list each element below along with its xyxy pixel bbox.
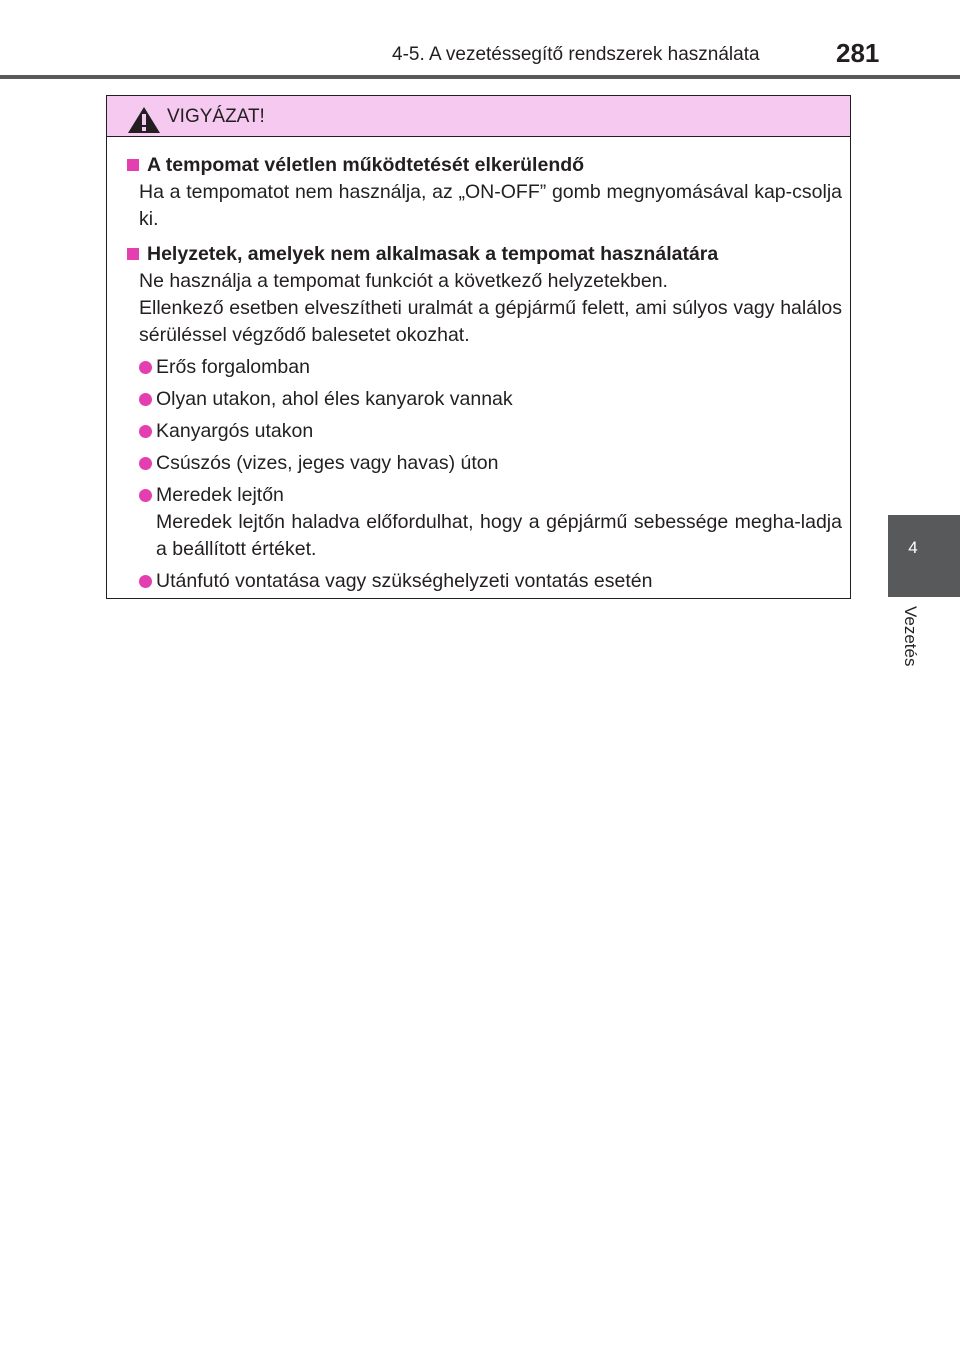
- circle-bullet-icon: [139, 393, 152, 406]
- circle-bullet-icon: [139, 489, 152, 502]
- section-paragraph: Ellenkező esetben elveszítheti uralmát a gépjármű felett, ami súlyos vagy halálos sérüléssel végződő balesetet okozhat.: [139, 297, 842, 346]
- list-item: Csúszós (vizes, jeges vagy havas) úton: [127, 450, 842, 477]
- section-heading: A tempomat véletlen működtetését elkerülendő: [127, 152, 842, 179]
- list-item: Utánfutó vontatása vagy szükséghelyzeti vontatás esetén: [127, 568, 842, 595]
- list-item-text: Meredek lejtőn: [156, 484, 284, 506]
- list-item-detail: Meredek lejtőn haladva előfordulhat, hogy a gépjármű sebessége megha-ladja a beállított értéket.: [156, 511, 842, 560]
- warning-section: [127, 241, 842, 595]
- chapter-number: 4: [908, 538, 918, 557]
- square-bullet-icon: [127, 159, 139, 171]
- warning-title: VIGYÁZAT!: [167, 106, 265, 127]
- warning-content: [127, 152, 842, 595]
- circle-bullet-icon: [139, 361, 152, 374]
- circle-bullet-icon: [139, 425, 152, 438]
- page-number: 281: [836, 38, 880, 68]
- section-heading: Helyzetek, amelyek nem alkalmasak a tempomat használatára: [127, 241, 842, 268]
- warning-triangle-icon: [127, 106, 161, 139]
- warning-section: [127, 152, 842, 233]
- list-item: Olyan utakon, ahol éles kanyarok vannak: [127, 386, 842, 413]
- header-rule: [0, 75, 960, 79]
- warning-header: [107, 96, 850, 137]
- list-item: Kanyargós utakon: [127, 418, 842, 445]
- circle-bullet-icon: [139, 575, 152, 588]
- square-bullet-icon: [127, 248, 139, 260]
- list-item: [127, 482, 842, 563]
- circle-bullet-icon: [139, 457, 152, 470]
- section-paragraph: Ha a tempomatot nem használja, az „ON-OFF” gomb megnyomásával kap-csolja ki.: [139, 181, 842, 230]
- warning-box: [106, 95, 851, 599]
- running-header-title: 4-5. A vezetéssegítő rendszerek használata: [392, 44, 760, 65]
- chapter-label: Vezetés: [901, 606, 920, 667]
- situation-list: [127, 354, 842, 595]
- section-paragraph: Ne használja a tempomat funkciót a következő helyzetekben.: [139, 270, 668, 292]
- list-item: Erős forgalomban: [127, 354, 842, 381]
